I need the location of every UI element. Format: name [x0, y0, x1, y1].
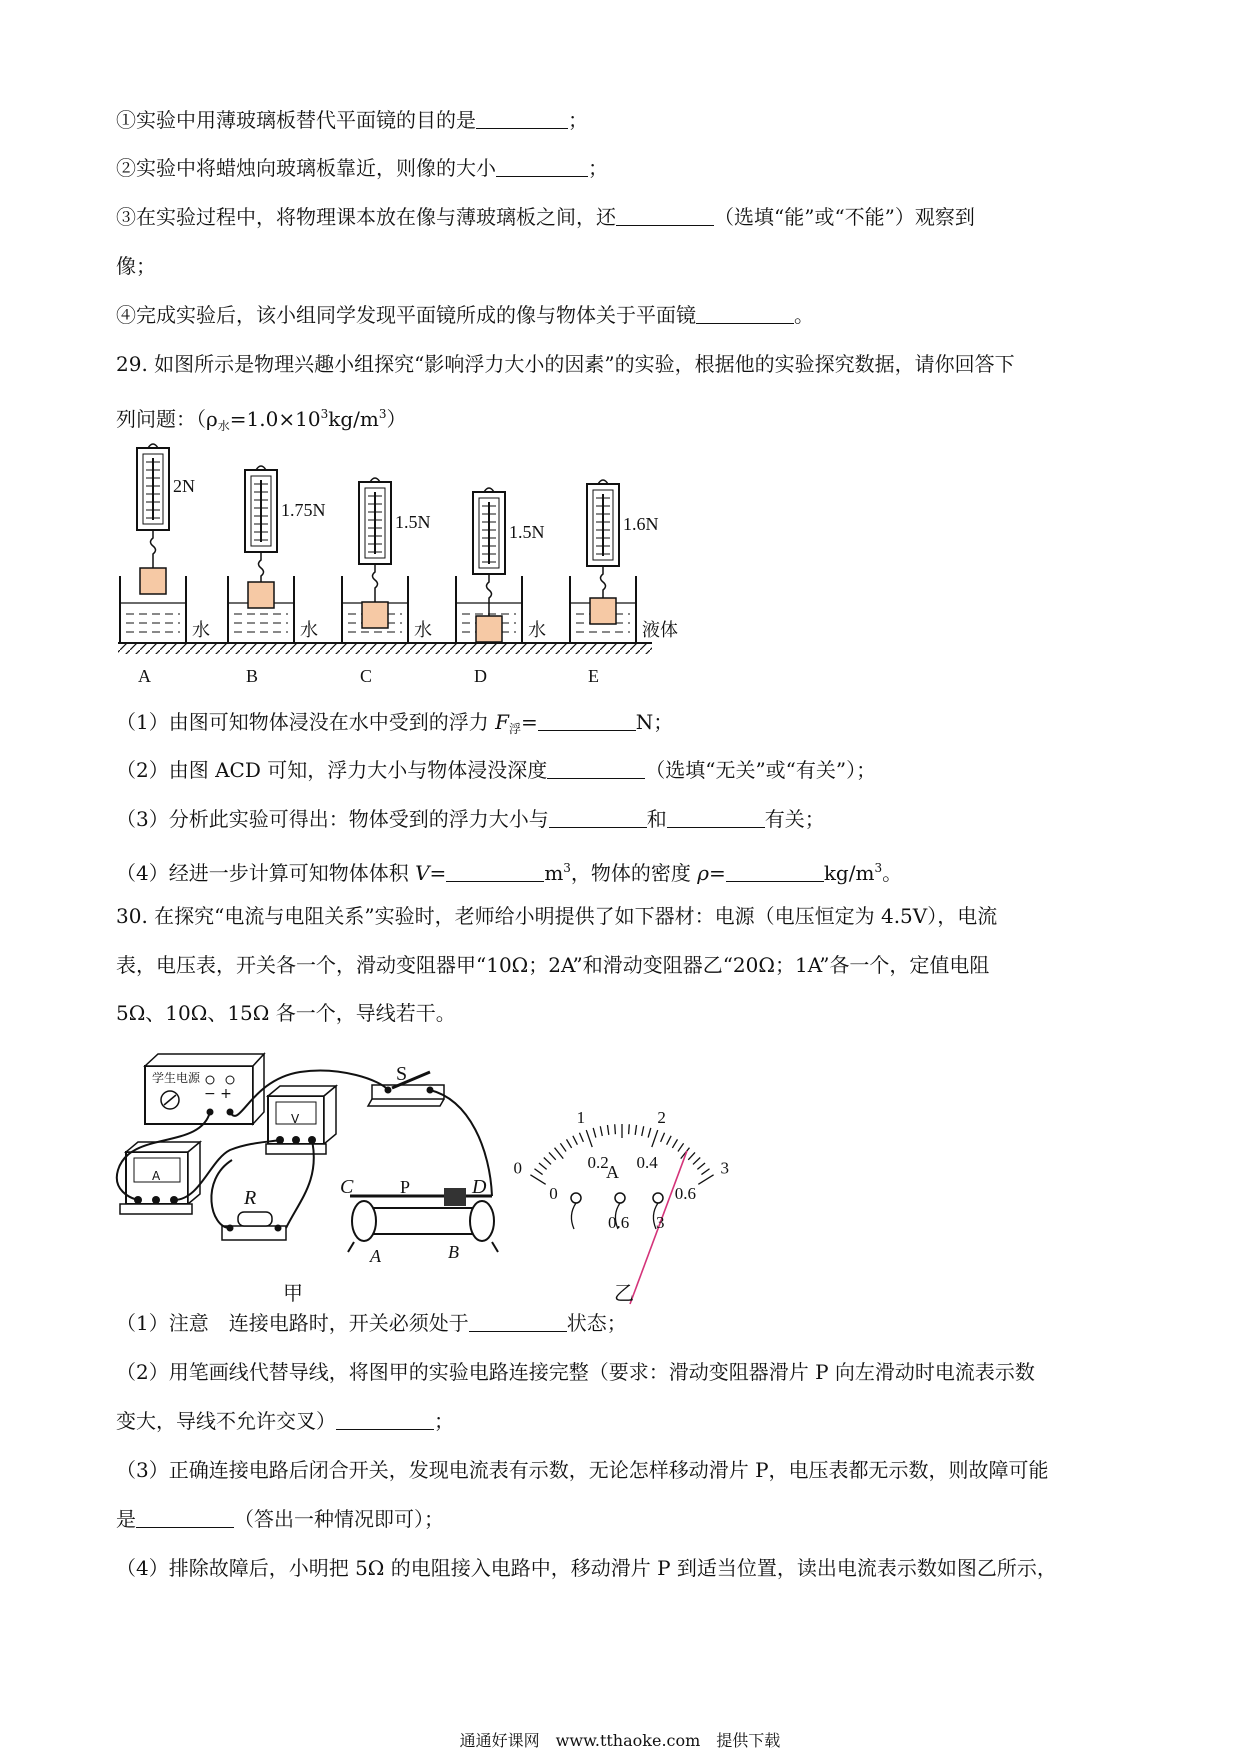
dial-tick — [555, 1148, 564, 1159]
rheostat-label-a: A — [370, 1246, 381, 1266]
dial-tick — [573, 1136, 578, 1145]
dial-tick — [672, 1139, 677, 1148]
q28-line-5: ④完成实验后，该小组同学发现平面镜所成的像与物体关于平面镜 。 — [116, 303, 814, 327]
power-supply-label: 学生电源 — [152, 1071, 201, 1085]
liquid-label: 水 — [414, 620, 432, 640]
dial-tick — [560, 1143, 566, 1151]
rheostat-label-c: C — [340, 1176, 354, 1198]
q29-part-2: （2）由图 ACD 可知，浮力大小与物体浸没深度 （选填“无关”或“有关”）； — [116, 758, 877, 782]
dial-tick — [579, 1133, 583, 1142]
dial-tick — [678, 1143, 684, 1151]
beaker-label: B — [246, 666, 259, 686]
dial-outer-label: 1 — [576, 1107, 586, 1127]
dial-tick — [642, 1126, 644, 1136]
beaker-label: C — [360, 666, 373, 686]
dial-tick — [688, 1152, 695, 1159]
beaker-label: D — [474, 666, 487, 686]
q28-line-1: ①实验中用薄玻璃板替代平面镜的目的是 ； — [116, 108, 588, 132]
scale-reading: 1.75N — [281, 500, 326, 520]
dial-inner-label: 0.4 — [636, 1153, 658, 1173]
liquid-label: 水 — [192, 620, 210, 640]
dial-tick — [697, 1163, 705, 1169]
dial-tick — [661, 1133, 665, 1142]
q30-part-2-cont: 变大，导线不允许交叉） ； — [116, 1409, 454, 1433]
dial-tick — [648, 1128, 651, 1138]
dial-terminal — [653, 1193, 663, 1203]
beaker-label: A — [138, 666, 151, 686]
answer-blank[interactable] — [136, 1507, 234, 1528]
beaker-label: E — [588, 666, 599, 686]
q30-part-2: （2）用笔画线代替导线，将图甲的实验电路连接完整（要求：滑动变阻器滑片 P 向左滑动时电流表示数 — [116, 1360, 1035, 1384]
dial-tick — [549, 1152, 556, 1159]
dial-tick — [586, 1130, 592, 1147]
scale-reading: 1.6N — [623, 514, 659, 534]
liquid-label: 液体 — [642, 620, 678, 640]
answer-blank[interactable] — [469, 1311, 567, 1332]
switch-label: S — [396, 1063, 408, 1085]
voltmeter-letter: V — [291, 1112, 300, 1126]
dial-tick — [607, 1125, 608, 1135]
q29-stem-1: 29. 如图所示是物理兴趣小组探究“影响浮力大小的因素”的实验，根据他的实验探究数据，请你回答下 — [116, 352, 1015, 376]
q30-part-4: （4）排除故障后，小明把 5Ω 的电阻接入电路中，移动滑片 P 到适当位置，读出电流表示数如图乙所示， — [116, 1556, 1057, 1580]
dial-terminal-label: 3 — [656, 1213, 665, 1232]
q29-part-4: （4）经进一步计算可知物体体积 $V= m^3$，物体的密度 $\rho= kg/m^3$。 — [116, 861, 903, 885]
dial-tick — [593, 1128, 596, 1138]
q30-part-3: （3）正确连接电路后闭合开关，发现电流表有示数，无论怎样移动滑片 P，电压表都无示数，则故障可能 — [116, 1458, 1049, 1482]
rheostat-label-b: B — [448, 1242, 459, 1262]
dial-tick — [566, 1139, 571, 1148]
answer-blank[interactable] — [336, 1409, 434, 1430]
ammeter-letter: A — [152, 1169, 161, 1183]
dial-tick — [667, 1136, 672, 1145]
q30-part-3-cont: 是 （答出一种情况即可）； — [116, 1507, 444, 1531]
scale-reading: 1.5N — [395, 512, 431, 532]
q28-line-3: ③在实验过程中，将物理课本放在像与薄玻璃板之间，还 （选填“能”或“不能”）观察到 — [116, 205, 975, 229]
dial-tick — [693, 1158, 700, 1165]
q30-part-1: （1）注意 连接电路时，开关必须处于 状态； — [116, 1311, 627, 1335]
voltmeter — [266, 1086, 336, 1154]
q29-part-1: （1）由图可知物体浸没在水中受到的浮力 $F_浮= N$； — [116, 710, 674, 736]
dial-terminal — [571, 1193, 581, 1203]
dial-terminal-lead — [571, 1203, 576, 1229]
liquid-label: 水 — [300, 620, 318, 640]
rheostat — [340, 1176, 498, 1266]
dial-tick — [530, 1175, 545, 1185]
dial-unit-label: A — [606, 1162, 619, 1182]
q29-stem-2: 列问题：$(\rho_水=1.0\times 10^3kg/m^3)$ — [116, 407, 407, 433]
dial-tick — [534, 1169, 542, 1175]
liquid-label: 水 — [528, 620, 546, 640]
dial-tick — [600, 1126, 602, 1136]
dial-tick — [615, 1124, 616, 1134]
q30-stem-1: 30. 在探究“电流与电阻关系”实验时，老师给小明提供了如下器材：电源（电压恒定为 4.5V），电流 — [116, 904, 998, 928]
figure-caption-right: 乙 — [614, 1283, 634, 1305]
q30-stem-2: 表，电压表，开关各一个，滑动变阻器甲“10Ω；2A”和滑动变阻器乙“20Ω；1A”各一个，定值电阻 — [116, 953, 990, 977]
dial-inner-label: 0.6 — [674, 1183, 697, 1203]
page-footer: 通通好课网 www.tthaoke.com 提供下载 — [459, 1731, 781, 1750]
dial-inner-label: 0 — [549, 1183, 558, 1203]
q30-stem-3: 5Ω、10Ω、15Ω 各一个，导线若干。 — [116, 1001, 456, 1025]
ammeter-dial — [514, 1108, 729, 1304]
dial-terminal — [615, 1193, 625, 1203]
dial-tick — [539, 1163, 547, 1169]
resistor-label: R — [244, 1187, 257, 1209]
power-polarity-label: − + — [204, 1086, 232, 1102]
dial-tick — [629, 1124, 630, 1134]
figure-caption-left: 甲 — [283, 1283, 303, 1305]
q28-line-4: 像； — [116, 254, 156, 278]
dial-outer-label: 0 — [513, 1158, 523, 1178]
dial-outer-label: 3 — [720, 1158, 729, 1178]
fixed-resistor — [222, 1187, 286, 1240]
dial-inner-label: 0.2 — [587, 1153, 609, 1173]
dial-tick — [544, 1158, 551, 1165]
switch — [368, 1063, 444, 1106]
dial-tick — [701, 1169, 709, 1175]
dial-tick — [652, 1130, 658, 1147]
scale-reading: 2N — [173, 476, 195, 496]
q28-line-2: ②实验中将蜡烛向玻璃板靠近，则像的大小 ； — [116, 156, 608, 180]
power-supply — [145, 1054, 264, 1124]
q29-part-3: （3）分析此实验可得出：物体受到的浮力大小与 和 有关； — [116, 807, 825, 831]
dial-tick — [698, 1175, 713, 1185]
dial-tick — [635, 1125, 636, 1135]
dial-outer-label: 2 — [657, 1107, 666, 1127]
rheostat-label-d: D — [472, 1176, 487, 1198]
dial-terminal-label: 0.6 — [608, 1213, 630, 1232]
rheostat-label-p: P — [400, 1177, 411, 1197]
scale-reading: 1.5N — [509, 522, 545, 542]
